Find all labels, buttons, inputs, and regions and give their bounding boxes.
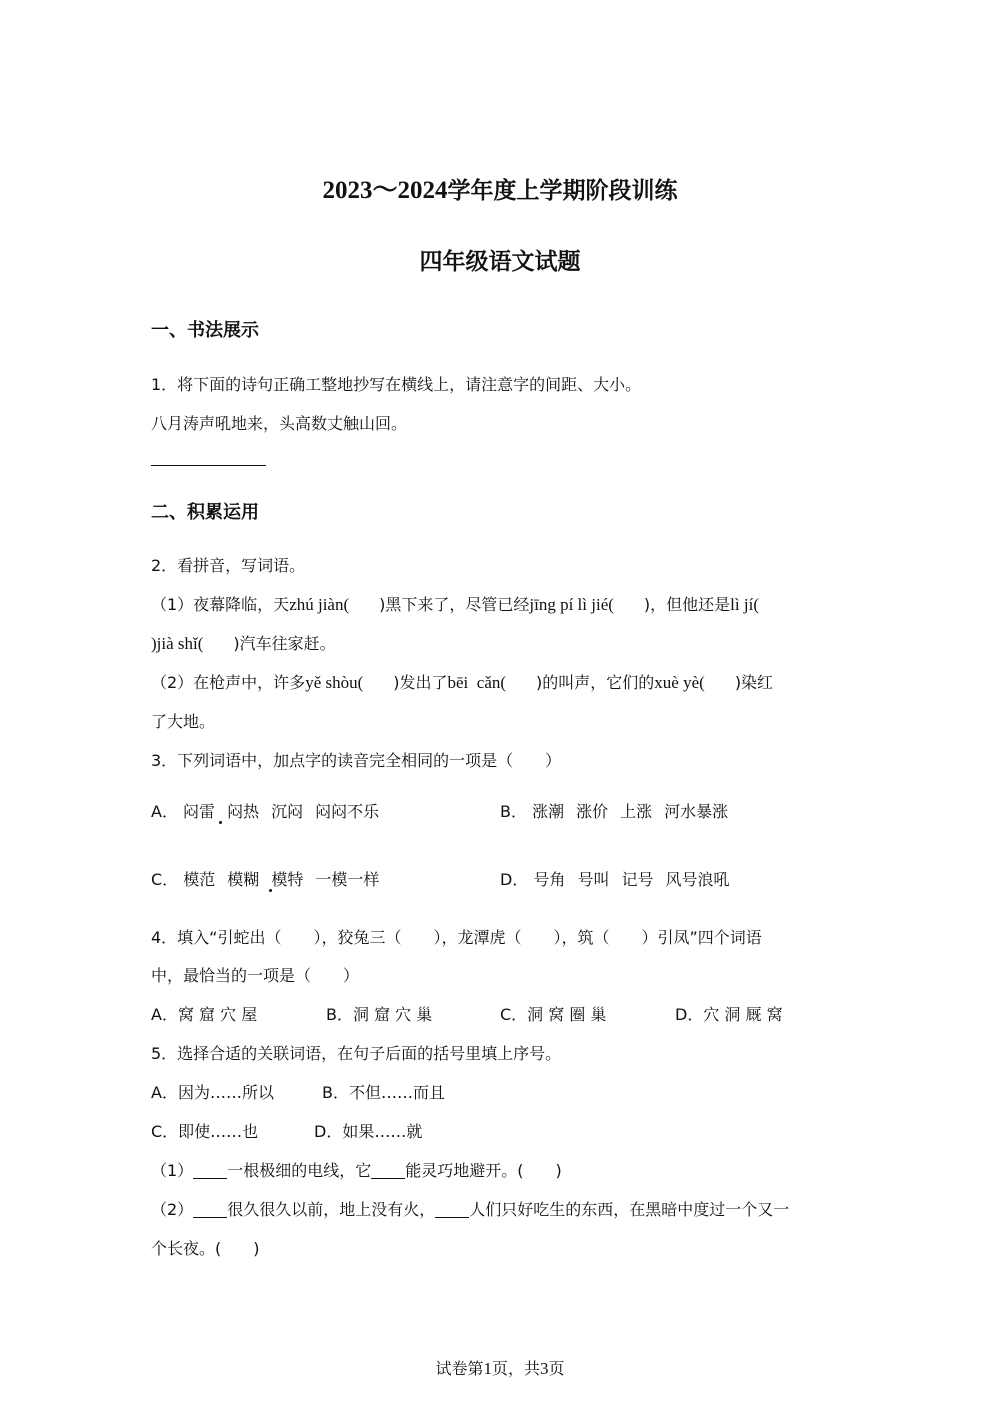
q5-option-d: D．如果……就: [314, 1122, 423, 1141]
word: 记号: [621, 870, 654, 889]
word: 风号浪吼: [665, 870, 730, 889]
q3-option-c: C． 模范 模糊 模特 一模一样: [151, 867, 391, 890]
page-total: 3: [540, 1359, 549, 1378]
word: 模范: [183, 870, 216, 889]
q5-option-a: A．因为……所以: [151, 1083, 274, 1102]
question-2-part-2-cont: 了大地。: [151, 712, 216, 731]
word: 模特: [271, 870, 304, 889]
word: 闷闷不乐: [315, 802, 380, 821]
question-2-part-2: （2）在枪声中，许多yě shòu( )发出了bēi cǎn( )的叫声，它们的xuè yè( )染红: [151, 673, 774, 692]
question-1-stem: 1．将下面的诗句正确工整地抄写在横线上，请注意字的间距、大小。: [151, 375, 642, 394]
q3-option-a: A． 闷雷 闷热 沉闷 闷闷不乐: [151, 799, 391, 822]
question-4-stem-cont: 中，最恰当的一项是（ ）: [151, 966, 360, 985]
q3-option-b: B． 涨潮 涨价 上涨 河水暴涨: [500, 799, 740, 822]
word: 涨价: [576, 802, 609, 821]
question-5-sentence-2-cont: 个长夜。( ): [151, 1239, 260, 1258]
word: 河水暴涨: [664, 802, 729, 821]
fill-blank[interactable]: [193, 1201, 227, 1218]
word: 沉闷: [271, 802, 304, 821]
fill-blank[interactable]: [371, 1162, 405, 1179]
q4-option-b: B．洞 窟 穴 巢: [326, 1005, 433, 1024]
question-5-sentence-2: （2） 很久很久以前，地上没有火， 人们只好吃生的东西，在黑暗中度过一个又一: [151, 1200, 790, 1219]
page-footer: 试卷第1页，共3页: [435, 1359, 565, 1378]
question-3-stem: 3．下列词语中，加点字的读音完全相同的一项是（ ）: [151, 751, 562, 770]
q5-option-b: B．不但……而且: [322, 1083, 445, 1102]
word: 模糊: [227, 870, 260, 889]
q4-option-a: A．窝 窟 穴 屋: [151, 1005, 258, 1024]
title-text: 学年度上学期阶段训练: [447, 178, 678, 204]
fill-blank[interactable]: [435, 1201, 469, 1218]
q4-option-c: C．洞 窝 圈 巢: [500, 1005, 607, 1024]
word: 号叫: [577, 870, 610, 889]
fill-blank[interactable]: [193, 1162, 227, 1179]
word: 号角: [533, 870, 566, 889]
word: 上涨: [620, 802, 653, 821]
question-4-stem: 4．填入“引蛇出（ ），狡兔三（ ），龙潭虎（ ），筑（ ）引凤”四个词语: [151, 928, 762, 947]
poem-line: 八月涛声吼地来，头高数丈触山回。: [151, 414, 408, 433]
question-2-part-1-cont: )jià shǐ( )汽车往家赶。: [151, 634, 336, 653]
question-2-part-1: （1）夜幕降临，天zhú jiàn( )黑下来了，尽管已经jīng pí lì jié( )，但他还是lì jí(: [151, 595, 759, 614]
exam-subtitle: 四年级语文试题: [419, 249, 581, 275]
word: 一模一样: [315, 870, 380, 889]
exam-title: [0, 170, 1000, 206]
page-number: 1: [483, 1359, 492, 1378]
q4-option-d: D．穴 洞 厩 窝: [675, 1005, 783, 1024]
q3-option-d: D． 号角 号叫 记号 风号浪吼: [500, 867, 741, 890]
title-years: 2023～2024: [322, 177, 448, 204]
answer-line: [151, 465, 266, 466]
q5-option-c: C．即使……也: [151, 1122, 259, 1141]
section-heading-accumulation: 二、积累运用: [151, 502, 259, 523]
emphasis-dot: [269, 889, 272, 892]
word: 涨潮: [532, 802, 565, 821]
question-5-sentence-1: （1） 一根极细的电线，它 能灵巧地避开。( ): [151, 1161, 562, 1180]
section-heading-calligraphy: 一、书法展示: [151, 320, 259, 341]
question-5-stem: 5．选择合适的关联词语，在句子后面的括号里填上序号。: [151, 1044, 562, 1063]
question-2-stem: 2．看拼音，写词语。: [151, 556, 306, 575]
emphasis-dot: [219, 821, 222, 824]
word: 闷雷: [183, 802, 216, 821]
word: 闷热: [227, 802, 260, 821]
